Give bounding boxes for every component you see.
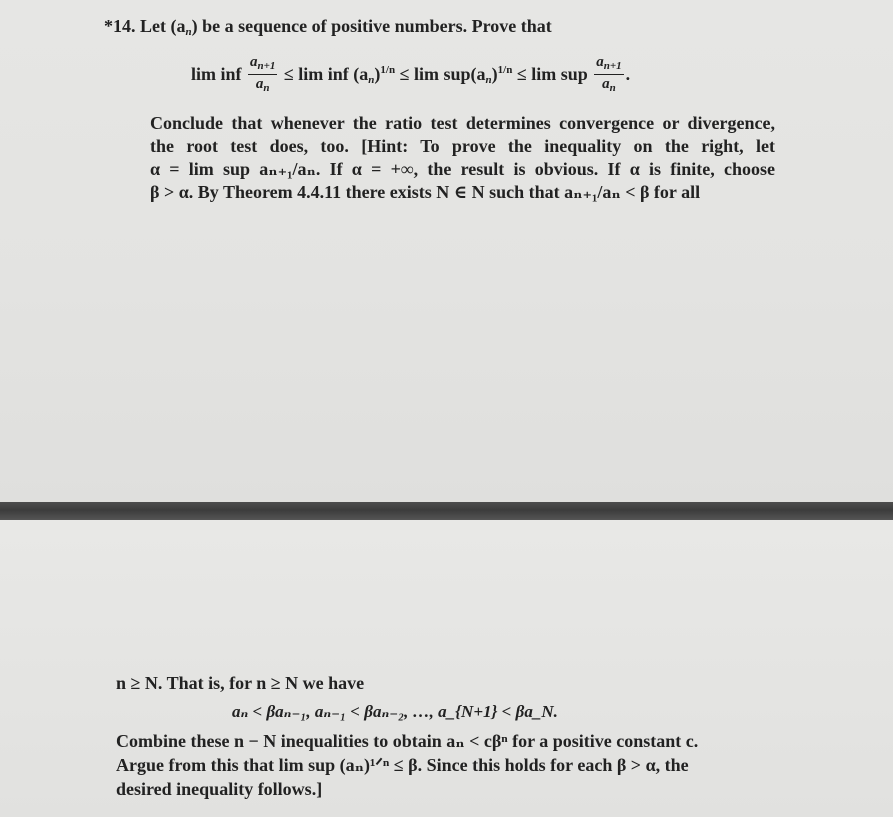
- conclusion-line: desired inequality follows.]: [116, 779, 323, 799]
- ratio-fraction-left: $\frac{a_{n+1}}{a_n}$: [250, 54, 276, 95]
- ratio-root-inequality: lim inf $\frac{a_{n+1}}{a_n}$ ≤ lim inf $(a_n)^{1/n} \le \lim sup(a_n)^{1/n} \le \lim$ sup $\frac{a_{n+1}}{a_n}$ .: [191, 52, 630, 98]
- ratio-fraction-right: $\frac{a_{n+1}}{a_n}$: [596, 54, 622, 95]
- hint-paragraph: [150, 112, 775, 204]
- continuation-line: n ≥ N. That is, for n ≥ N we have: [116, 673, 365, 693]
- combine-line: Combine these n − N inequalities to obtain aₙ < cβⁿ for a positive constant c.: [116, 731, 699, 751]
- argue-line: Argue from this that lim sup (aₙ)¹ᐟⁿ ≤ β. Since this holds for each β > α, the: [116, 755, 689, 775]
- hint-line: α = lim sup aₙ₊₁/aₙ. If α = +∞, the result is obvious. If α is finite, choose: [150, 159, 775, 179]
- textbook-page-bottom: [0, 520, 893, 817]
- hint-line: β > α. By Theorem 4.4.11 there exists N ∈ N such that aₙ₊₁/aₙ < β for all: [150, 182, 701, 202]
- hint-line: Conclude that whenever the ratio test determines convergence or divergence,: [150, 113, 775, 133]
- display-inequalities: aₙ < βaₙ₋₁, aₙ₋₁ < βaₙ₋₂, …, a_{N+1} < βa_N.: [232, 702, 558, 721]
- problem-number: *14.: [104, 16, 136, 36]
- hint-line: the root test does, too. [Hint: To prove the inequality on the right, let: [150, 136, 775, 156]
- problem-statement: *14. Let $(a_n)$ be a sequence of positive numbers. Prove that: [104, 16, 552, 38]
- page-divider: [0, 502, 893, 520]
